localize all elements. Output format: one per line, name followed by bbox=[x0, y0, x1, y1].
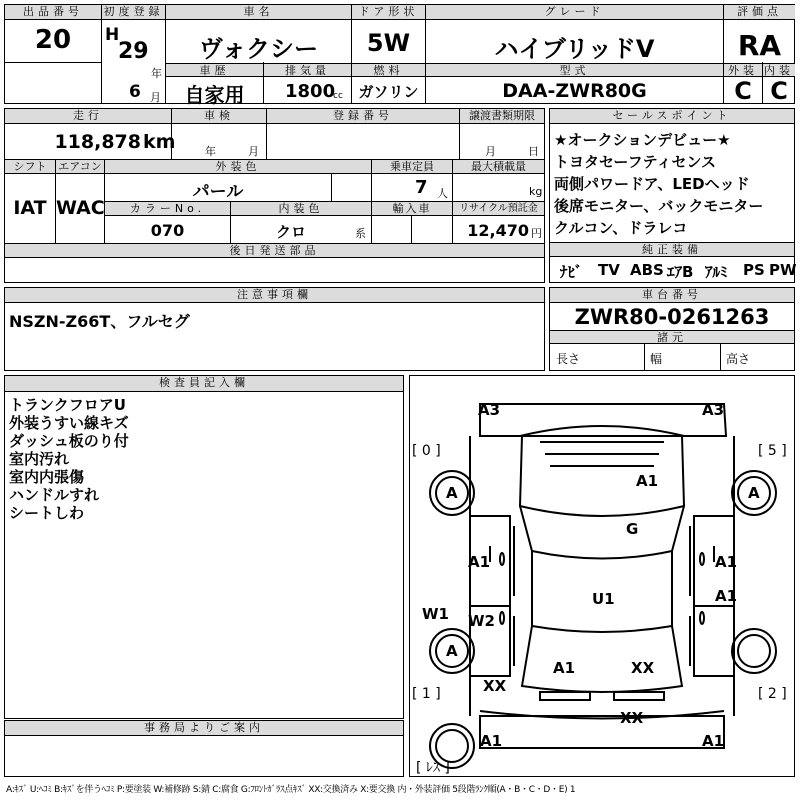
corner-rr-label: [ 2 ] bbox=[758, 686, 787, 702]
recycle-unit: 円 bbox=[531, 227, 542, 240]
history-value: 自家用 bbox=[184, 83, 245, 107]
header-panel bbox=[4, 4, 795, 107]
inspect-year: 年 bbox=[205, 145, 216, 158]
sales-line-3: 両側パワードア、LEDヘッド bbox=[554, 175, 750, 193]
chassis-panel bbox=[549, 287, 795, 371]
load-label: 最大積載量 bbox=[453, 160, 544, 174]
inspector-line-6: ハンドルすれ bbox=[9, 486, 100, 504]
seats-unit: 人 bbox=[437, 187, 448, 200]
chassis-number: ZWR80-0261263 bbox=[574, 305, 770, 329]
lot-label: 出品番号 bbox=[5, 5, 101, 20]
office-label: 事務局よりご案内 bbox=[5, 721, 403, 736]
name-label: 車名 bbox=[166, 5, 351, 20]
import-label: 輸入車 bbox=[372, 202, 452, 216]
score-value: RA bbox=[737, 29, 782, 62]
corner-fl-label: [ 0 ] bbox=[412, 443, 441, 459]
ext-score: C bbox=[734, 77, 752, 105]
sales-line-2: トヨタセーフティセンス bbox=[554, 153, 717, 171]
corner-spare-label: [ ﾚｽ ] bbox=[416, 760, 450, 776]
recycle-value: 12,470 bbox=[467, 221, 529, 240]
door-label: ドア形状 bbox=[352, 5, 425, 20]
inspector-line-4: 室内汚れ bbox=[9, 450, 70, 468]
vehicle-info-panel bbox=[4, 108, 545, 283]
recycle-label: リサイクル預託金 bbox=[453, 202, 544, 216]
notes-text: NSZN-Z66T、フルセグ bbox=[9, 312, 190, 331]
tire-fl-mark: A bbox=[446, 484, 458, 502]
equip-pw: PW bbox=[769, 261, 797, 279]
inspector-line-5: 室内内張傷 bbox=[9, 468, 85, 486]
plate-label: 登録番号 bbox=[267, 109, 459, 124]
ext-label: 外装 bbox=[724, 63, 762, 77]
color-value: パール bbox=[192, 182, 244, 202]
transfer-month: 月 bbox=[485, 145, 496, 158]
inspector-line-2: 外装うすい線キズ bbox=[9, 414, 129, 432]
intcolor-unit: 系 bbox=[355, 227, 366, 240]
sales-line-1: ★オークションデビュー★ bbox=[554, 131, 731, 149]
chassis-label: 車台番号 bbox=[550, 288, 794, 303]
tire-fr-mark: A bbox=[748, 484, 760, 502]
car-diagram bbox=[410, 376, 794, 776]
equip-airbag: ｴｱB bbox=[667, 263, 694, 281]
mileage-value: 118,878 bbox=[54, 131, 141, 153]
equip-label: 純正装備 bbox=[550, 242, 794, 257]
reg-year: 29 bbox=[118, 39, 149, 64]
transfer-label: 譲渡書類期限 bbox=[460, 109, 544, 124]
a1-right-front-door-mark: A1 bbox=[715, 553, 738, 571]
inspector-line-7: シートしわ bbox=[9, 504, 85, 522]
history-label: 車歴 bbox=[166, 63, 263, 77]
w2-left-rear-mark: W2 bbox=[468, 612, 495, 630]
a1-right-rear-door-mark: A1 bbox=[715, 587, 738, 605]
door-type: 5W bbox=[366, 29, 411, 57]
car-name: ヴォクシー bbox=[198, 35, 319, 63]
transfer-day: 日 bbox=[528, 145, 539, 158]
a1-rear-left-mark: A1 bbox=[553, 659, 576, 677]
xx-rear-right-mark: XX bbox=[631, 659, 655, 677]
colorno-label: カラーNo. bbox=[105, 202, 230, 216]
int-label: 内装 bbox=[764, 64, 794, 77]
length-label: 長さ bbox=[556, 352, 581, 366]
inspector-line-1: トランクフロアU bbox=[9, 396, 126, 414]
corner-fr-label: [ 5 ] bbox=[758, 443, 787, 459]
g-windshield-mark: G bbox=[626, 520, 639, 538]
a3-left-mark: A3 bbox=[478, 401, 501, 419]
fuel-label: 燃料 bbox=[352, 63, 425, 77]
grade-label: グレード bbox=[426, 5, 723, 20]
w1-left-mark: W1 bbox=[422, 605, 449, 623]
a1-bottom-right-mark: A1 bbox=[702, 732, 725, 750]
mileage-unit: km bbox=[143, 131, 176, 153]
inspect-month: 月 bbox=[248, 145, 259, 158]
shift-label: シフト bbox=[5, 160, 55, 174]
shift-value: IAT bbox=[13, 197, 47, 219]
a1-bottom-left-mark: A1 bbox=[480, 732, 503, 750]
model-value: DAA-ZWR80G bbox=[502, 80, 647, 102]
spec-label: 諸元 bbox=[550, 330, 794, 344]
tire-rl-mark: A bbox=[446, 642, 458, 660]
inspector-panel bbox=[4, 375, 404, 719]
reg-year-unit: 年 bbox=[151, 67, 162, 80]
intcolor-value: クロ bbox=[275, 223, 306, 241]
seats-value: 7 bbox=[415, 177, 428, 198]
mileage-label: 走行 bbox=[5, 109, 171, 124]
fuel-value: ガソリン bbox=[358, 83, 419, 101]
int-score: C bbox=[770, 77, 788, 105]
reg-month-unit: 月 bbox=[150, 91, 161, 104]
sales-points-panel bbox=[549, 108, 795, 283]
a1-hood-mark: A1 bbox=[636, 472, 659, 490]
intcolor-label: 内装色 bbox=[231, 202, 371, 216]
grade-value: ハイブリッドV bbox=[494, 35, 655, 63]
notes-panel bbox=[4, 287, 545, 371]
ac-value: WAC bbox=[56, 197, 105, 219]
sales-line-5: クルコン、ドラレコ bbox=[554, 219, 688, 237]
equip-tv: TV bbox=[598, 261, 620, 279]
sales-label: セールスポイント bbox=[550, 109, 794, 124]
height-label: 高さ bbox=[726, 352, 751, 366]
equip-nav: ﾅﾋﾞ bbox=[560, 263, 583, 281]
reg-label: 初度登録 bbox=[103, 5, 164, 18]
cc-unit: cc bbox=[333, 91, 343, 101]
reg-month: 6 bbox=[129, 82, 141, 102]
width-label: 幅 bbox=[650, 352, 663, 366]
inspector-label: 検査員記入欄 bbox=[5, 376, 403, 392]
equip-alloy: ｱﾙﾐ bbox=[705, 263, 728, 281]
a3-right-mark: A3 bbox=[702, 401, 725, 419]
colorno-value: 070 bbox=[150, 221, 185, 240]
equip-ps: PS bbox=[743, 261, 765, 279]
seats-label: 乗車定員 bbox=[372, 160, 452, 174]
xx-left-quarter-mark: XX bbox=[483, 677, 507, 695]
corner-rl-label: [ 1 ] bbox=[412, 686, 441, 702]
ac-label: エアコン bbox=[56, 160, 104, 174]
office-panel bbox=[4, 720, 404, 777]
lot-number: 20 bbox=[34, 25, 72, 55]
load-unit: kg bbox=[529, 185, 543, 198]
later-parts-label: 後日発送部品 bbox=[5, 244, 544, 258]
inspector-line-3: ダッシュ板のり付 bbox=[9, 432, 129, 450]
model-label: 型式 bbox=[426, 63, 723, 77]
cc-label: 排気量 bbox=[264, 63, 351, 77]
car-diagram-panel bbox=[409, 375, 795, 777]
a1-left-front-door-mark: A1 bbox=[468, 553, 491, 571]
score-label: 評価点 bbox=[724, 5, 795, 20]
sales-line-4: 後席モニター、バックモニター bbox=[554, 197, 764, 215]
notes-label: 注意事項欄 bbox=[5, 288, 544, 303]
reg-era: H bbox=[105, 25, 120, 45]
u1-roof-mark: U1 bbox=[592, 590, 615, 608]
xx-back-door-mark: XX bbox=[620, 709, 644, 727]
equip-abs: ABS bbox=[630, 261, 664, 279]
inspect-label: 車検 bbox=[172, 109, 266, 124]
cc-value: 1800 bbox=[285, 81, 336, 102]
legend-text: A:ｷｽﾞ U:ﾍｺﾐ B:ｷｽﾞを伴うﾍｺﾐ P:要塗装 W:補修跡 S:錆 C:腐食 G:ﾌﾛﾝﾄｶﾞﾗｽ点ｷｽﾞ XX:交換済み X:要交換 内・外装評価 5段階ﾗﾝｸ順(A・B・C・D・E) 1 bbox=[6, 785, 576, 795]
color-label: 外装色 bbox=[105, 160, 371, 174]
